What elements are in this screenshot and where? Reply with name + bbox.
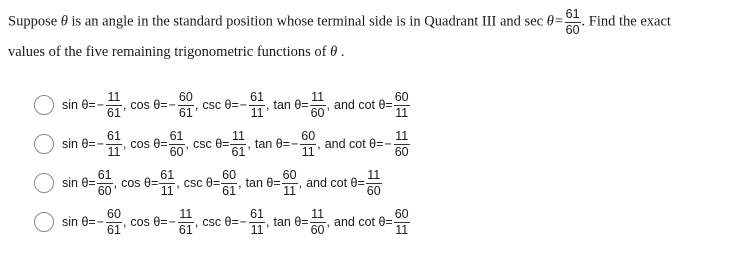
minus-sign: −	[384, 137, 392, 151]
separator: ,	[298, 176, 303, 190]
separator: ,	[176, 176, 180, 190]
separator: ,	[238, 176, 242, 190]
question-text-part: . Find the exact	[581, 13, 671, 30]
trig-label: cos θ=	[121, 176, 159, 190]
minus-sign: −	[96, 137, 105, 151]
radio-button-2[interactable]	[34, 134, 54, 154]
fraction-denominator: 61	[107, 105, 121, 120]
fraction-numerator: 60	[107, 207, 121, 221]
separator: ,	[194, 98, 199, 112]
separator: ,	[185, 137, 189, 151]
question-text-part: is an angle in the standard position whose terminal side is in Quadrant III and sec	[67, 13, 547, 30]
separator: ,	[113, 176, 118, 190]
fraction	[300, 130, 316, 158]
trig-label: csc θ=	[183, 176, 221, 190]
fraction-numerator: 61	[565, 7, 580, 21]
separator: ,	[122, 98, 127, 112]
minus-sign: −	[96, 98, 105, 112]
fraction-denominator: 11	[250, 222, 264, 237]
separator: ,	[326, 98, 330, 112]
fraction-denominator: 11	[107, 144, 121, 159]
radio-button-3[interactable]	[34, 173, 54, 193]
trig-label: cos θ=	[130, 137, 168, 151]
trig-label: and cot θ=	[306, 176, 365, 190]
separator: ,	[122, 137, 127, 151]
minus-sign: −	[239, 98, 248, 112]
sec-theta-eq: θ=	[546, 13, 564, 30]
answer-option-2[interactable]	[34, 124, 411, 164]
trig-label: sin θ=	[62, 137, 96, 151]
fraction-numerator: 11	[367, 168, 381, 182]
question-text-part: Suppose	[8, 13, 61, 30]
separator: ,	[266, 98, 270, 112]
trig-label: csc θ=	[193, 137, 230, 151]
fraction	[106, 208, 122, 236]
fraction	[169, 130, 185, 158]
question-text-part: values of the five remaining trigonometric functions of	[8, 44, 331, 60]
sec-fraction	[565, 8, 581, 36]
option-expression	[62, 169, 383, 197]
minus-sign: −	[96, 215, 105, 229]
fraction-numerator: 60	[178, 90, 193, 104]
fraction-denominator: 11	[395, 222, 409, 237]
fraction	[394, 130, 410, 158]
fraction	[249, 91, 265, 119]
fraction-numerator: 61	[107, 129, 121, 143]
fraction	[249, 208, 265, 236]
fraction-numerator: 60	[394, 207, 409, 221]
separator: ,	[266, 215, 270, 229]
trig-label: tan θ=	[273, 98, 309, 112]
fraction-numerator: 11	[311, 90, 325, 104]
fraction-numerator: 11	[395, 129, 409, 143]
question-text-part: .	[337, 44, 345, 60]
fraction	[106, 91, 122, 119]
separator: ,	[194, 215, 199, 229]
trig-label: csc θ=	[202, 98, 239, 112]
trig-label: csc θ=	[202, 215, 239, 229]
fraction-numerator: 11	[311, 207, 325, 221]
answer-option-3[interactable]	[34, 163, 383, 203]
fraction-denominator: 61	[178, 222, 193, 237]
question-line-2	[8, 42, 748, 62]
fraction	[310, 208, 326, 236]
fraction-denominator: 11	[160, 183, 174, 198]
fraction	[230, 130, 246, 158]
option-expression	[62, 91, 411, 119]
fraction-numerator: 11	[231, 129, 245, 143]
fraction-numerator: 11	[107, 90, 121, 104]
fraction-denominator: 61	[107, 222, 121, 237]
fraction-numerator: 60	[282, 168, 297, 182]
trig-label: and cot θ=	[324, 137, 384, 151]
minus-sign: −	[168, 215, 176, 229]
fraction-numerator: 61	[97, 168, 112, 182]
trig-label: and cot θ=	[334, 98, 393, 112]
fraction-denominator: 11	[301, 144, 315, 159]
radio-button-4[interactable]	[34, 212, 54, 232]
fraction-numerator: 11	[179, 207, 193, 221]
question-text	[8, 8, 748, 62]
fraction-denominator: 60	[169, 144, 184, 159]
minus-sign: −	[239, 215, 248, 229]
trig-label: and cot θ=	[334, 215, 393, 229]
fraction-numerator: 60	[394, 90, 409, 104]
fraction-denominator: 60	[97, 183, 112, 198]
radio-button-1[interactable]	[34, 95, 54, 115]
separator: ,	[317, 137, 321, 151]
trig-label: sin θ=	[62, 98, 96, 112]
question-line-1	[8, 8, 748, 36]
fraction-denominator: 60	[366, 183, 381, 198]
fraction	[221, 169, 237, 197]
fraction-denominator: 11	[395, 105, 409, 120]
fraction-numerator: 61	[169, 129, 184, 143]
option-expression	[62, 208, 411, 236]
trig-label: tan θ=	[245, 176, 281, 190]
fraction	[310, 91, 326, 119]
fraction-denominator: 60	[310, 222, 325, 237]
fraction	[159, 169, 175, 197]
fraction-denominator: 11	[283, 183, 297, 198]
trig-label: tan θ=	[254, 137, 290, 151]
theta-symbol: θ	[330, 44, 338, 60]
fraction-numerator: 60	[301, 129, 316, 143]
fraction-denominator: 61	[178, 105, 193, 120]
fraction	[178, 91, 194, 119]
fraction	[178, 208, 194, 236]
fraction	[106, 130, 122, 158]
trig-label: sin θ=	[62, 176, 96, 190]
fraction-denominator: 61	[231, 144, 246, 159]
answer-option-1[interactable]	[34, 85, 411, 125]
trig-label: sin θ=	[62, 215, 96, 229]
fraction-denominator: 61	[222, 183, 237, 198]
fraction	[97, 169, 113, 197]
fraction-numerator: 61	[250, 207, 265, 221]
trig-label: cos θ=	[130, 215, 168, 229]
fraction	[282, 169, 298, 197]
trig-label: tan θ=	[273, 215, 309, 229]
minus-sign: −	[290, 137, 299, 151]
fraction	[394, 91, 410, 119]
fraction	[366, 169, 382, 197]
fraction-denominator: 60	[565, 22, 580, 37]
answer-option-4[interactable]	[34, 202, 411, 242]
separator: ,	[326, 215, 330, 229]
fraction-numerator: 61	[250, 90, 265, 104]
fraction	[394, 208, 410, 236]
option-expression	[62, 130, 411, 158]
theta-symbol: θ	[60, 13, 68, 30]
separator: ,	[247, 137, 251, 151]
fraction-numerator: 60	[222, 168, 237, 182]
trig-label: cos θ=	[130, 98, 168, 112]
fraction-denominator: 60	[394, 144, 409, 159]
fraction-denominator: 11	[250, 105, 264, 120]
fraction-numerator: 61	[160, 168, 175, 182]
separator: ,	[122, 215, 127, 229]
fraction-denominator: 60	[310, 105, 325, 120]
minus-sign: −	[168, 98, 176, 112]
